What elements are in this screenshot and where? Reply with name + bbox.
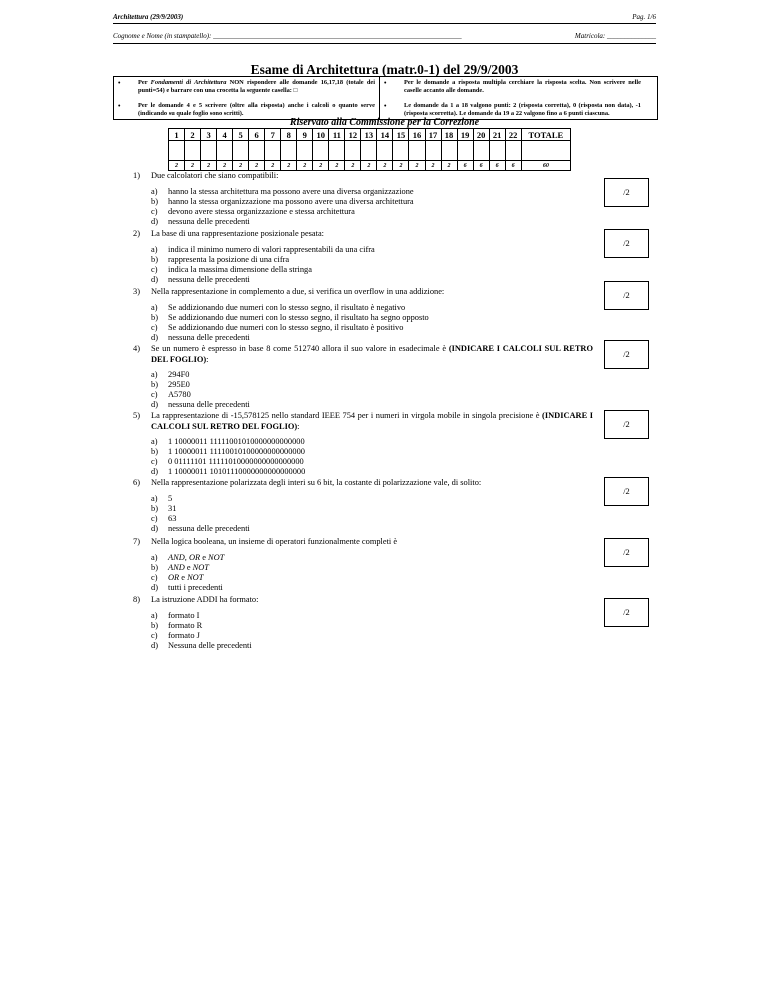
option-letter: c) — [151, 630, 158, 640]
grid-header-13: 13 — [361, 129, 377, 141]
option-text: 295E0 — [168, 380, 190, 389]
grid-points-cell: 2 — [185, 161, 201, 171]
answer-option[interactable] — [151, 573, 593, 583]
grid-score-cell — [457, 141, 473, 161]
course-label: Architettura (29/9/2003) — [113, 13, 184, 21]
option-text: nessuna delle precedenti — [168, 523, 250, 533]
option-text: 1 10000011 10101110000000000000000 — [168, 467, 306, 476]
grid-points-cell: 6 — [457, 161, 473, 171]
grid-score-cell — [441, 141, 457, 161]
bullet-icon: • — [118, 79, 121, 87]
exam-title: Esame di Architettura (matr.0-1) del 29/9/2003 — [250, 62, 519, 77]
grid-points-cell: 6 — [473, 161, 489, 171]
grid-points-cell: 2 — [377, 161, 393, 171]
grid-header-22: 22 — [505, 129, 521, 141]
options-list — [151, 370, 593, 410]
options-list — [151, 245, 593, 285]
question-text: Nella logica booleana, un insieme di operatori funzionalmente completi è — [151, 537, 398, 546]
question-number: 6) — [133, 478, 140, 487]
options-list — [151, 494, 593, 534]
grid-header-14: 14 — [377, 129, 393, 141]
grid-header-12: 12 — [345, 129, 361, 141]
options-list — [151, 187, 593, 227]
option-text: Se addizionando due numeri con lo stesso segno, il risultato è negativo — [168, 302, 406, 312]
grid-score-cell — [345, 141, 361, 161]
header-fields — [113, 32, 656, 40]
question-number: 4) — [133, 344, 140, 353]
grid-score-cell — [505, 141, 521, 161]
grid-points-cell: 2 — [297, 161, 313, 171]
grid-header-8: 8 — [281, 129, 297, 141]
answer-option[interactable] — [151, 207, 593, 217]
option-letter: a) — [151, 244, 158, 254]
option-letter: a) — [151, 437, 158, 446]
grid-score-cell — [377, 141, 393, 161]
question-number: 7) — [133, 537, 140, 546]
option-letter: a) — [151, 552, 158, 562]
matricola-field-label: Matricola: ______________ — [574, 32, 656, 40]
question-text: Nella rappresentazione polarizzata degli interi su 6 bit, la costante di polarizzazione vale, di solito: — [151, 478, 482, 487]
question-number: 3) — [133, 287, 140, 296]
option-text: AND, OR e NOT — [168, 552, 225, 562]
grid-points-cell: 2 — [441, 161, 457, 171]
option-text: AND e NOT — [168, 562, 209, 572]
instruction-4: Le domande da 1 a 18 valgono punti: 2 (risposta corretta), 0 (risposta non data), -1 (risposta scorretta). Le domande da 19 a 22 valgono fino a 6 punti ciascuna. — [404, 102, 641, 117]
option-text: formato I — [168, 610, 200, 620]
question-number: 8) — [133, 595, 140, 604]
option-letter: b) — [151, 620, 158, 630]
bullet-icon: • — [384, 79, 387, 87]
answer-option[interactable] — [151, 217, 593, 227]
option-letter: b) — [151, 447, 158, 456]
option-text: Se addizionando due numeri con lo stesso segno, il risultato ha segno opposto — [168, 312, 429, 322]
option-text: Nessuna delle precedenti — [168, 640, 252, 650]
answer-option[interactable] — [151, 494, 593, 504]
grid-header-7: 7 — [265, 129, 281, 141]
option-letter: c) — [151, 457, 158, 466]
options-list — [151, 553, 593, 593]
score-box: /2 — [604, 410, 649, 439]
question-number: 5) — [133, 411, 140, 420]
option-letter: d) — [151, 467, 158, 476]
question-text: La rappresentazione di -15,578125 nello standard IEEE 754 per i numeri in virgola mobile in singola precisione è (INDICARE I CALCOLI SUL RETRO DEL FOGLIO): — [151, 411, 593, 431]
option-letter: c) — [151, 206, 158, 216]
grid-header-2: 2 — [185, 129, 201, 141]
option-text: indica la massima dimensione della stringa — [168, 264, 312, 274]
answer-option[interactable] — [151, 447, 593, 457]
answer-option[interactable] — [151, 245, 593, 255]
answer-option[interactable] — [151, 390, 593, 400]
grid-score-cell — [265, 141, 281, 161]
grid-header-20: 20 — [473, 129, 489, 141]
answer-option[interactable] — [151, 514, 593, 524]
grid-header-11: 11 — [329, 129, 345, 141]
answer-option[interactable] — [151, 563, 593, 573]
grid-points-row — [169, 161, 571, 171]
header-rule-2 — [113, 43, 656, 44]
option-text: hanno la stessa organizzazione ma possono avere una diversa architettura — [168, 196, 414, 206]
option-letter: d) — [151, 274, 158, 284]
score-box: /2 — [604, 538, 649, 567]
question-text: Se un numero è espresso in base 8 come 512740 allora il suo valore in esadecimale è (INDICARE I CALCOLI SUL RETRO DEL FOGLIO): — [151, 344, 593, 364]
grid-score-cell — [521, 141, 570, 161]
option-letter: c) — [151, 322, 158, 332]
instructions-right — [380, 77, 645, 119]
grid-header-9: 9 — [297, 129, 313, 141]
option-letter: d) — [151, 216, 158, 226]
answer-option[interactable] — [151, 631, 593, 641]
question — [133, 287, 593, 343]
grid-header-17: 17 — [425, 129, 441, 141]
grid-header-totale: TOTALE — [521, 129, 570, 141]
answer-option[interactable] — [151, 333, 593, 343]
grid-score-cell — [185, 141, 201, 161]
answer-option[interactable] — [151, 621, 593, 631]
question-number: 1) — [133, 171, 140, 180]
header-top — [113, 13, 656, 21]
answer-option[interactable] — [151, 255, 593, 265]
option-text: 1 10000011 11110010100000000000000 — [168, 447, 305, 456]
question-text: Nella rappresentazione in complemento a due, si verifica un overflow in una addizione: — [151, 287, 445, 296]
option-letter: c) — [151, 264, 158, 274]
header-rule — [113, 23, 656, 24]
option-text: 0 01111101 11111010000000000000000 — [168, 457, 304, 466]
option-text: 63 — [168, 513, 177, 523]
option-letter: d) — [151, 523, 158, 533]
grid-header-10: 10 — [313, 129, 329, 141]
grid-header-21: 21 — [489, 129, 505, 141]
page-number: Pag. 1/6 — [632, 13, 656, 21]
grid-header-row — [169, 129, 571, 141]
grid-points-cell: 2 — [281, 161, 297, 171]
option-text: nessuna delle precedenti — [168, 216, 250, 226]
grid-points-cell: 2 — [233, 161, 249, 171]
answer-option[interactable] — [151, 197, 593, 207]
grid-points-cell: 2 — [217, 161, 233, 171]
answer-option[interactable] — [151, 313, 593, 323]
grid-header-16: 16 — [409, 129, 425, 141]
grid-score-cell — [281, 141, 297, 161]
answer-option[interactable] — [151, 504, 593, 514]
grid-points-cell: 2 — [425, 161, 441, 171]
answer-option[interactable] — [151, 265, 593, 275]
option-text: formato J — [168, 630, 200, 640]
options-list — [151, 437, 593, 477]
answer-option[interactable] — [151, 641, 593, 651]
grid-header-15: 15 — [393, 129, 409, 141]
grid-header-18: 18 — [441, 129, 457, 141]
option-text: formato R — [168, 620, 203, 630]
option-letter: c) — [151, 572, 158, 582]
option-text: 1 10000011 11111001010000000000000 — [168, 437, 305, 446]
grid-score-cell — [393, 141, 409, 161]
question-text: La istruzione ADDI ha formato: — [151, 595, 259, 604]
answer-option[interactable] — [151, 275, 593, 285]
grid-points-cell: 2 — [361, 161, 377, 171]
option-letter: a) — [151, 186, 158, 196]
option-letter: b) — [151, 380, 158, 389]
option-letter: a) — [151, 610, 158, 620]
grid-score-cell — [169, 141, 185, 161]
option-text: hanno la stessa architettura ma possono avere una diversa organizzazione — [168, 186, 414, 196]
option-letter: c) — [151, 390, 158, 399]
question-text: La base di una rappresentazione posizionale pesata: — [151, 229, 325, 238]
option-letter: d) — [151, 582, 158, 592]
instruction-1: Per Fondamenti di Architettura NON rispondere alle domande 16,17,18 (totale dei punti=54) e barrare con una crocetta la seguente casella: □ — [138, 79, 376, 94]
question-text: Due calcolatori che siano compatibili: — [151, 171, 279, 180]
option-text: tutti i precedenti — [168, 582, 223, 592]
answer-option[interactable] — [151, 323, 593, 333]
grid-header-4: 4 — [217, 129, 233, 141]
score-box: /2 — [604, 477, 649, 506]
answer-option[interactable] — [151, 553, 593, 563]
name-field-label: Cognome e Nome (in stampatello): _______________________________________________________________________ — [113, 32, 462, 40]
option-letter: c) — [151, 513, 158, 523]
grid-header-1: 1 — [169, 129, 185, 141]
grid-score-cell — [361, 141, 377, 161]
option-text: 5 — [168, 493, 173, 503]
score-box: /2 — [604, 340, 649, 369]
option-letter: d) — [151, 400, 158, 409]
grid-points-cell: 2 — [345, 161, 361, 171]
grid-header-5: 5 — [233, 129, 249, 141]
answer-option[interactable] — [151, 380, 593, 390]
grid-points-cell: 2 — [393, 161, 409, 171]
answer-option[interactable] — [151, 583, 593, 593]
grid-points-cell: 2 — [409, 161, 425, 171]
answer-option[interactable] — [151, 370, 593, 380]
question — [133, 171, 593, 227]
option-text: 31 — [168, 503, 177, 513]
grid-header-6: 6 — [249, 129, 265, 141]
answer-option[interactable] — [151, 457, 593, 467]
grid-score-cell — [489, 141, 505, 161]
option-text: nessuna delle precedenti — [168, 400, 250, 409]
grid-score-cell — [409, 141, 425, 161]
question — [133, 411, 593, 477]
grid-points-cell: 6 — [505, 161, 521, 171]
option-letter: d) — [151, 332, 158, 342]
option-letter: b) — [151, 562, 158, 572]
option-text: Se addizionando due numeri con lo stesso segno, il risultato è positivo — [168, 322, 404, 332]
answer-option[interactable] — [151, 400, 593, 410]
option-letter: a) — [151, 493, 158, 503]
grid-points-cell: 2 — [329, 161, 345, 171]
bullet-icon: • — [384, 102, 387, 110]
question — [133, 229, 593, 285]
answer-option[interactable] — [151, 611, 593, 621]
answer-option[interactable] — [151, 524, 593, 534]
option-letter: b) — [151, 312, 158, 322]
instructions-box — [113, 76, 658, 120]
grid-points-cell: 6 — [489, 161, 505, 171]
option-text: nessuna delle precedenti — [168, 332, 250, 342]
answer-option[interactable] — [151, 187, 593, 197]
score-grid — [168, 128, 571, 171]
question — [133, 478, 593, 534]
question — [133, 537, 593, 593]
grid-score-cell — [329, 141, 345, 161]
grid-score-cell — [249, 141, 265, 161]
grid-points-cell: 2 — [313, 161, 329, 171]
grid-score-cell — [233, 141, 249, 161]
option-letter: a) — [151, 370, 158, 379]
grid-header-19: 19 — [457, 129, 473, 141]
grid-points-cell: 2 — [249, 161, 265, 171]
option-letter: d) — [151, 640, 158, 650]
grid-score-cell — [217, 141, 233, 161]
grid-points-cell: 2 — [201, 161, 217, 171]
grid-score-cell — [473, 141, 489, 161]
option-text: indica il minimo numero di valori rappresentabili da una cifra — [168, 244, 375, 254]
grid-score-cell — [201, 141, 217, 161]
option-letter: b) — [151, 503, 158, 513]
answer-option[interactable] — [151, 437, 593, 447]
answer-option[interactable] — [151, 467, 593, 477]
grid-points-cell: 2 — [169, 161, 185, 171]
score-box: /2 — [604, 229, 649, 258]
grid-header-3: 3 — [201, 129, 217, 141]
answer-option[interactable] — [151, 303, 593, 313]
grid-points-cell: 2 — [265, 161, 281, 171]
option-letter: a) — [151, 302, 158, 312]
reserved-label: Riservato alla Commissione per la Correzione — [289, 117, 480, 128]
score-box: /2 — [604, 178, 649, 207]
option-text: devono avere stessa organizzazione e stessa architettura — [168, 206, 355, 216]
option-letter: b) — [151, 254, 158, 264]
grid-score-cell — [313, 141, 329, 161]
options-list — [151, 611, 593, 651]
instruction-2: Per le domande a risposta multipla cerchiare la risposta scelta. Non scrivere nelle caselle accanto alle domande. — [404, 79, 641, 94]
instructions-left — [114, 77, 380, 119]
option-text: A5780 — [168, 390, 191, 399]
question — [133, 595, 593, 651]
option-text: OR e NOT — [168, 572, 204, 582]
question-number: 2) — [133, 229, 140, 238]
score-box: /2 — [604, 281, 649, 310]
instruction-3: Per le domande 4 e 5 scrivere (oltre alla risposta) anche i calcoli o quanto serve (indicando su quale foglio sono scritti). — [138, 102, 375, 117]
grid-points-cell: 60 — [521, 161, 570, 171]
score-box: /2 — [604, 598, 649, 627]
grid-blank-row — [169, 141, 571, 161]
question — [133, 344, 593, 410]
grid-score-cell — [425, 141, 441, 161]
option-letter: b) — [151, 196, 158, 206]
option-text: 294F0 — [168, 370, 190, 379]
grid-score-cell — [297, 141, 313, 161]
options-list — [151, 303, 593, 343]
option-text: rappresenta la posizione di una cifra — [168, 254, 290, 264]
option-text: nessuna delle precedenti — [168, 274, 250, 284]
bullet-icon: • — [118, 102, 121, 110]
